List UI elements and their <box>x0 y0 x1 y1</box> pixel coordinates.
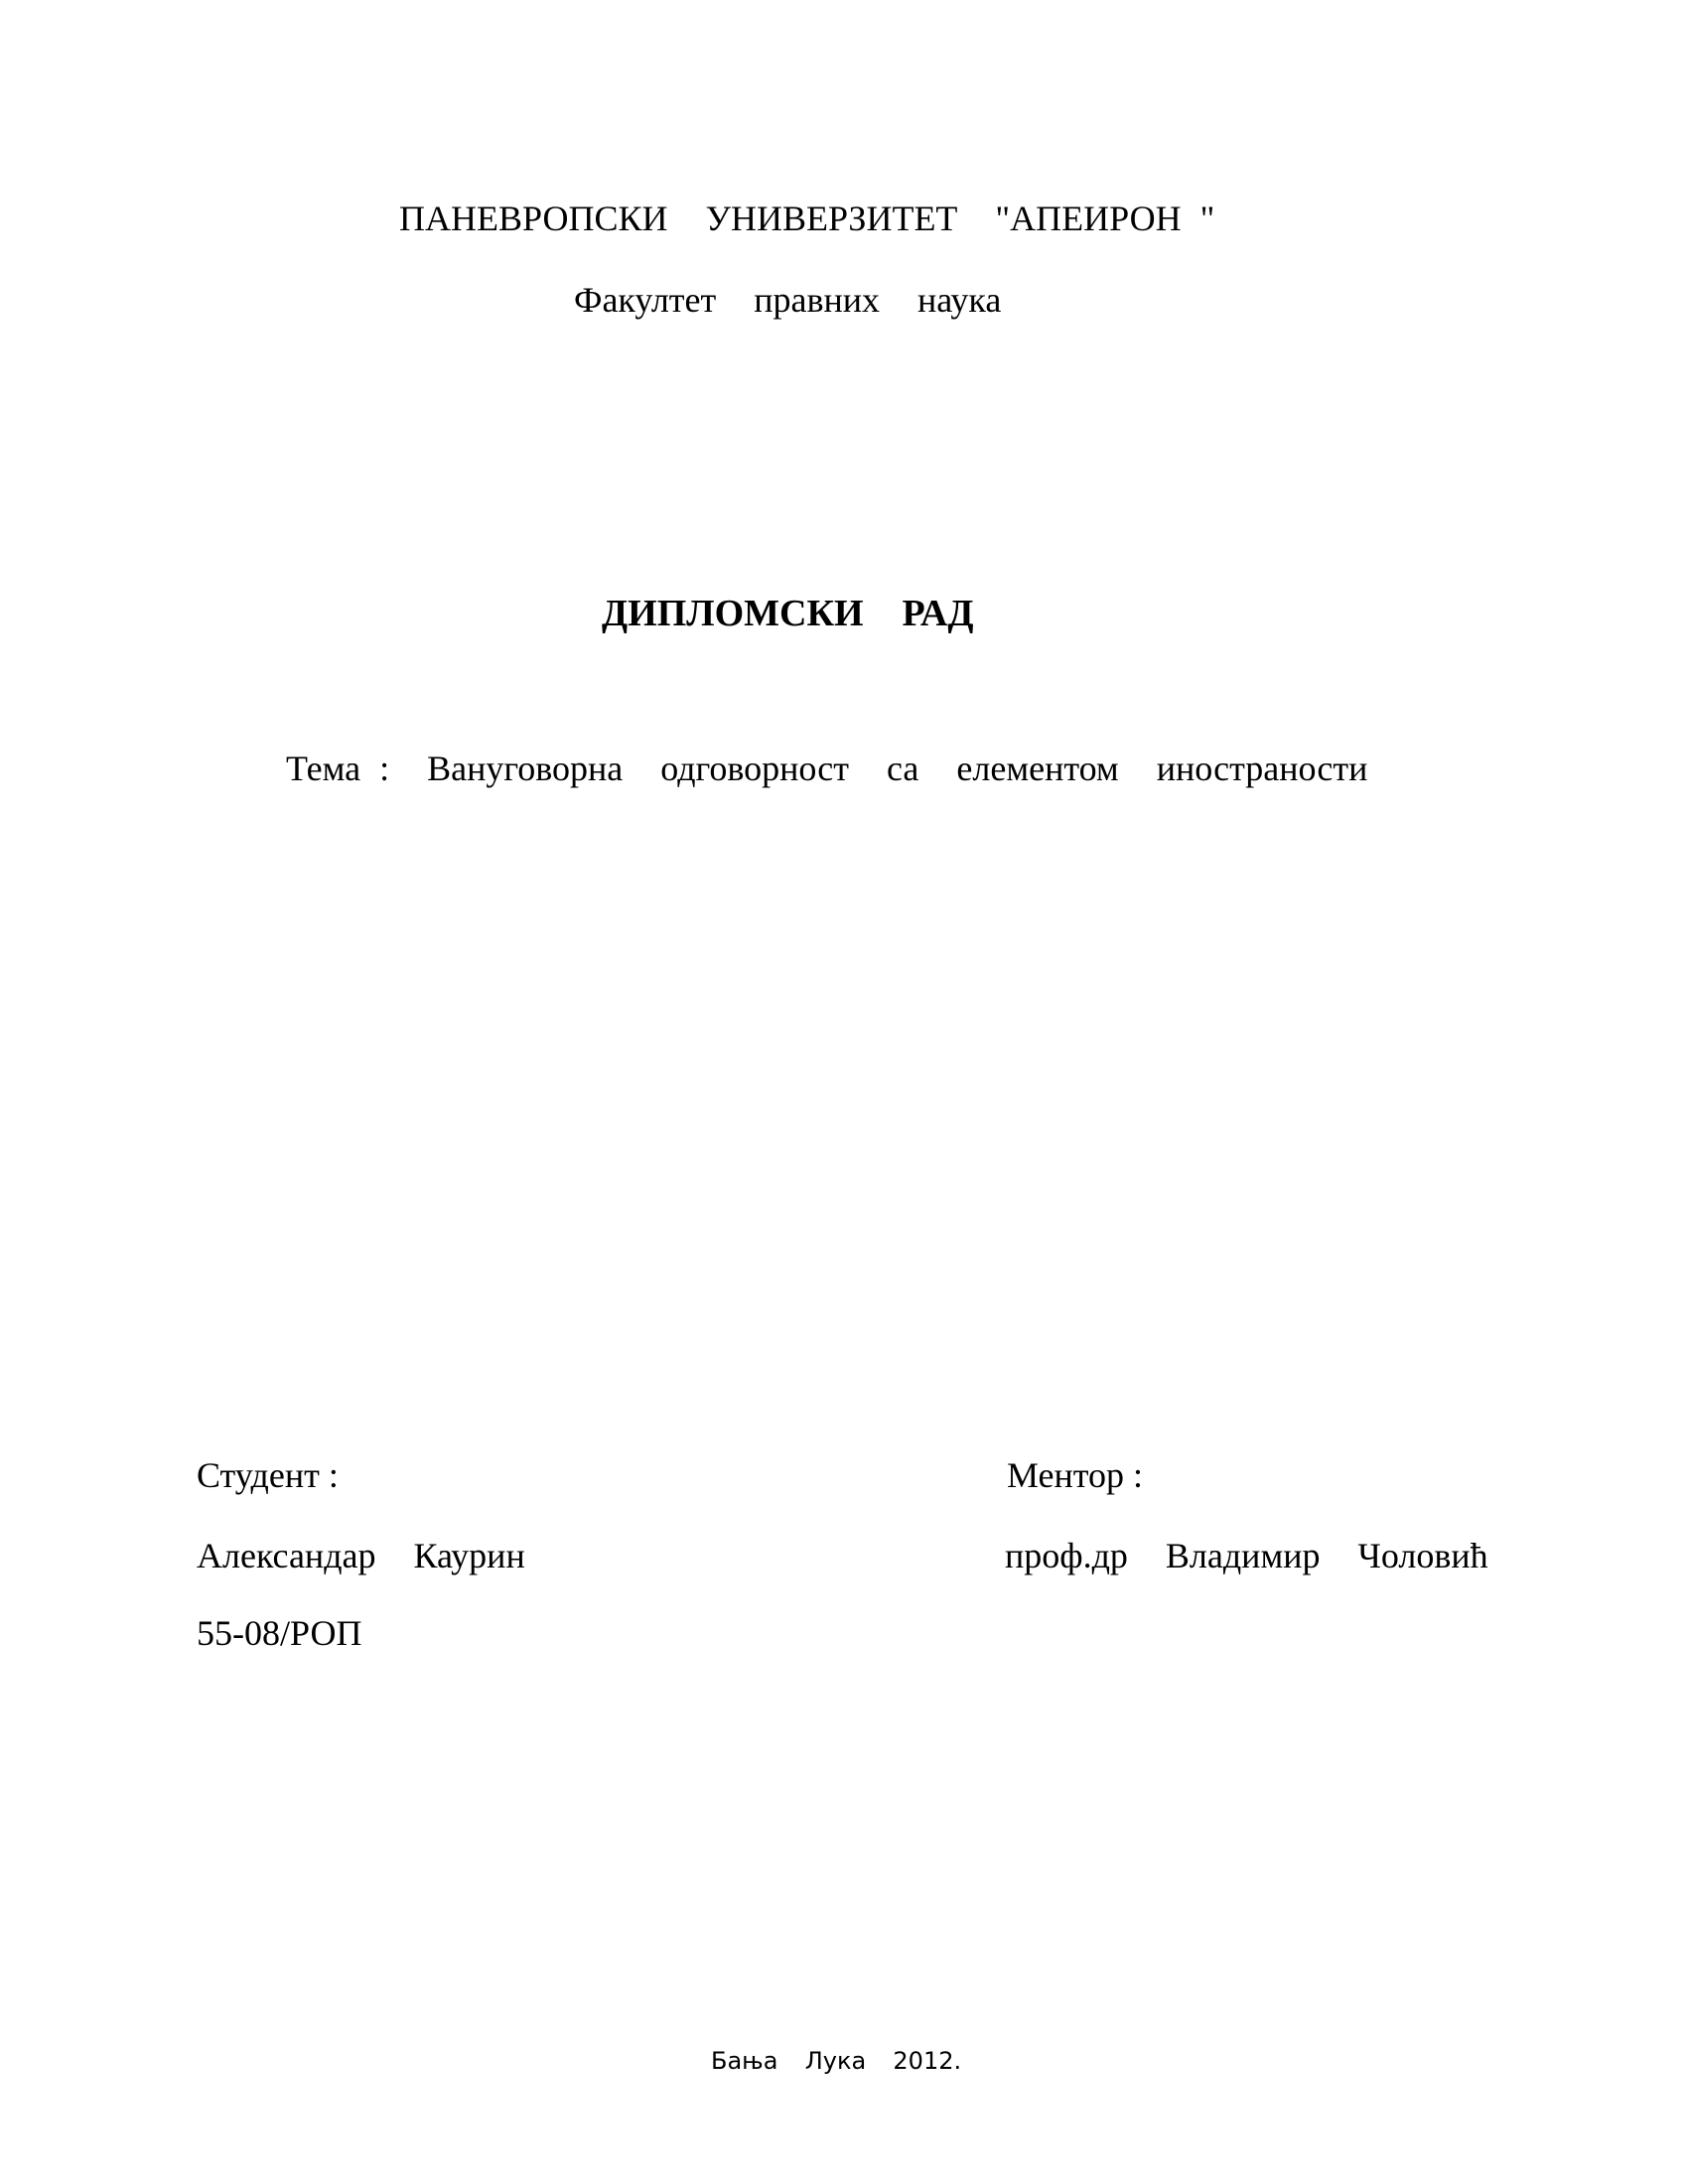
student-index-number: 55-08/РОП <box>197 1613 362 1653</box>
document-title: ДИПЛОМСКИ РАД <box>602 593 974 634</box>
university-name: ПАНЕВРОПСКИ УНИВЕРЗИТЕТ "АПЕИРОН " <box>399 199 1215 238</box>
faculty-name: Факултет правних наука <box>574 280 1002 320</box>
thesis-topic: Тема : Вануговорна одговорност са елементом иностраности <box>286 749 1368 788</box>
student-label: Студент : <box>197 1455 339 1495</box>
student-name: Александар Каурин <box>197 1536 525 1575</box>
mentor-name: проф.др Владимир Чоловић <box>1005 1536 1488 1575</box>
place-and-year: Бања Лука 2012. <box>711 2047 962 2075</box>
mentor-label: Ментор : <box>1007 1455 1144 1495</box>
